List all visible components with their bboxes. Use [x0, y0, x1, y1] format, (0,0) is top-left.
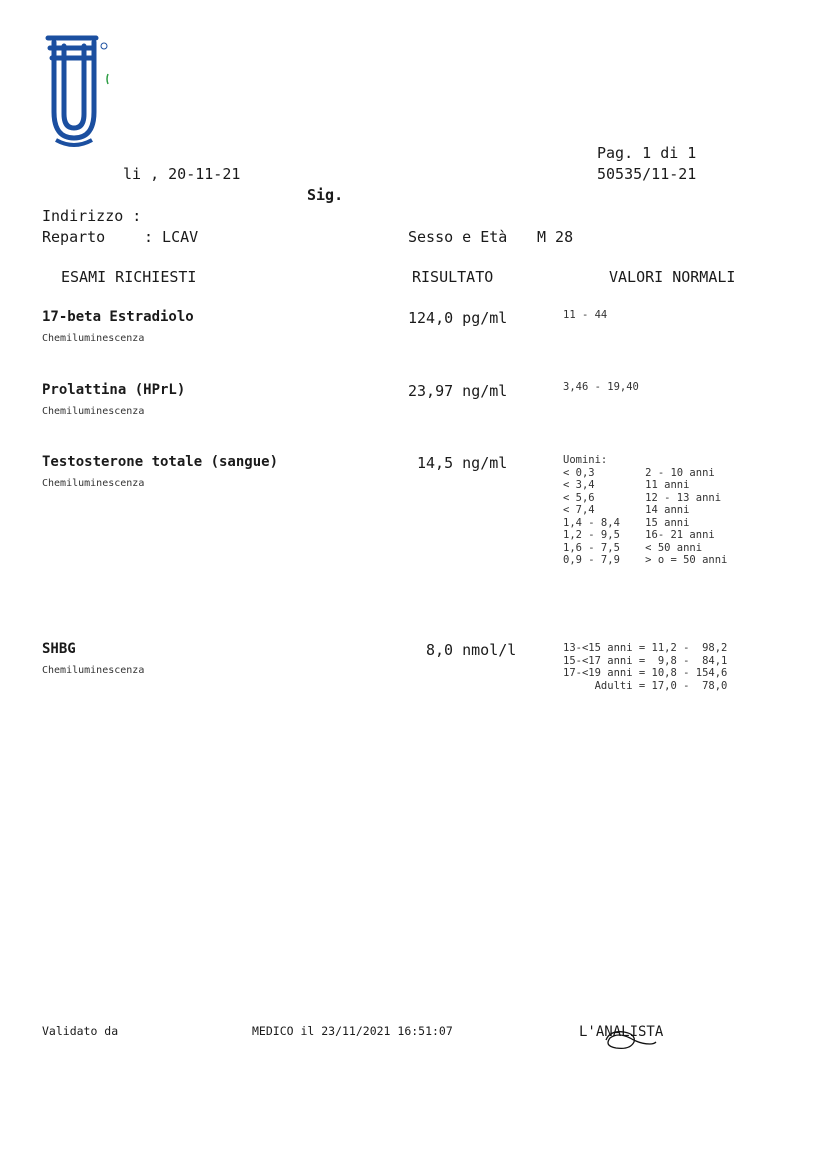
test-method: Chemiluminescenza	[42, 665, 145, 676]
reference-line: 1,6 - 7,5 < 50 anni	[563, 541, 703, 554]
address-label: Indirizzo :	[42, 207, 142, 225]
reference-line: 15-<17 anni = 9,8 - 84,1	[563, 654, 728, 667]
reference-line: 1,2 - 9,5 16- 21 anni	[563, 529, 715, 541]
column-normal-values: VALORI NORMALI	[609, 268, 736, 286]
test-reference	[563, 309, 607, 322]
signature-scribble	[600, 1026, 660, 1056]
validated-by-label: Validato da	[42, 1024, 119, 1038]
test-result: 23,97 ng/ml	[408, 382, 508, 400]
test-name: SHBG	[42, 641, 76, 657]
reference-line: < 0,3 2 - 10 anni	[563, 466, 715, 479]
analyst-label: L'ANALISTA	[579, 1024, 664, 1040]
reference-line: Adulti = 17,0 - 78,0	[563, 679, 728, 692]
test-name: Prolattina (HPrL)	[42, 382, 186, 398]
validation-doctor-timestamp: MEDICO il 23/11/2021 16:51:07	[252, 1024, 453, 1038]
test-reference	[563, 454, 727, 567]
reference-line: Uomini:	[563, 454, 608, 466]
test-name: Testosterone totale (sangue)	[42, 454, 279, 470]
reference-line: 1,4 - 8,4 15 anni	[563, 516, 690, 529]
department-label: Reparto	[42, 228, 106, 246]
test-method: Chemiluminescenza	[42, 406, 145, 417]
column-result: RISULTATO	[412, 268, 494, 286]
reference-line: 13-<15 anni = 11,2 - 98,2	[563, 642, 728, 654]
test-result: 124,0 pg/ml	[408, 309, 508, 327]
test-method: Chemiluminescenza	[42, 333, 145, 344]
test-result: 14,5 ng/ml	[417, 454, 508, 472]
page-indicator: Pag. 1 di 1	[597, 144, 697, 162]
test-reference	[563, 381, 639, 394]
report-date: li , 20-11-21	[123, 165, 241, 183]
reference-line: < 7,4 14 anni	[563, 504, 690, 516]
reference-line: < 3,4 11 anni	[563, 479, 690, 491]
sex-age-value: M 28	[537, 228, 574, 246]
reference-line: < 5,6 12 - 13 anni	[563, 491, 722, 504]
test-name: 17-beta Estradiolo	[42, 309, 194, 325]
report-number: 50535/11-21	[597, 165, 697, 183]
department-value: : LCAV	[144, 228, 199, 246]
lab-logo	[44, 32, 112, 148]
test-method: Chemiluminescenza	[42, 478, 145, 489]
reference-line: 11 - 44	[563, 309, 608, 321]
reference-line: 17-<19 anni = 10,8 - 154,6	[563, 667, 728, 679]
test-reference	[563, 642, 727, 692]
column-exams: ESAMI RICHIESTI	[61, 268, 197, 286]
sex-age-label: Sesso e Età	[408, 228, 508, 246]
salutation: Sig.	[307, 186, 344, 204]
reference-line: 3,46 - 19,40	[563, 381, 639, 393]
reference-line: 0,9 - 7,9 > o = 50 anni	[563, 554, 728, 566]
test-result: 8,0 nmol/l	[426, 641, 517, 659]
